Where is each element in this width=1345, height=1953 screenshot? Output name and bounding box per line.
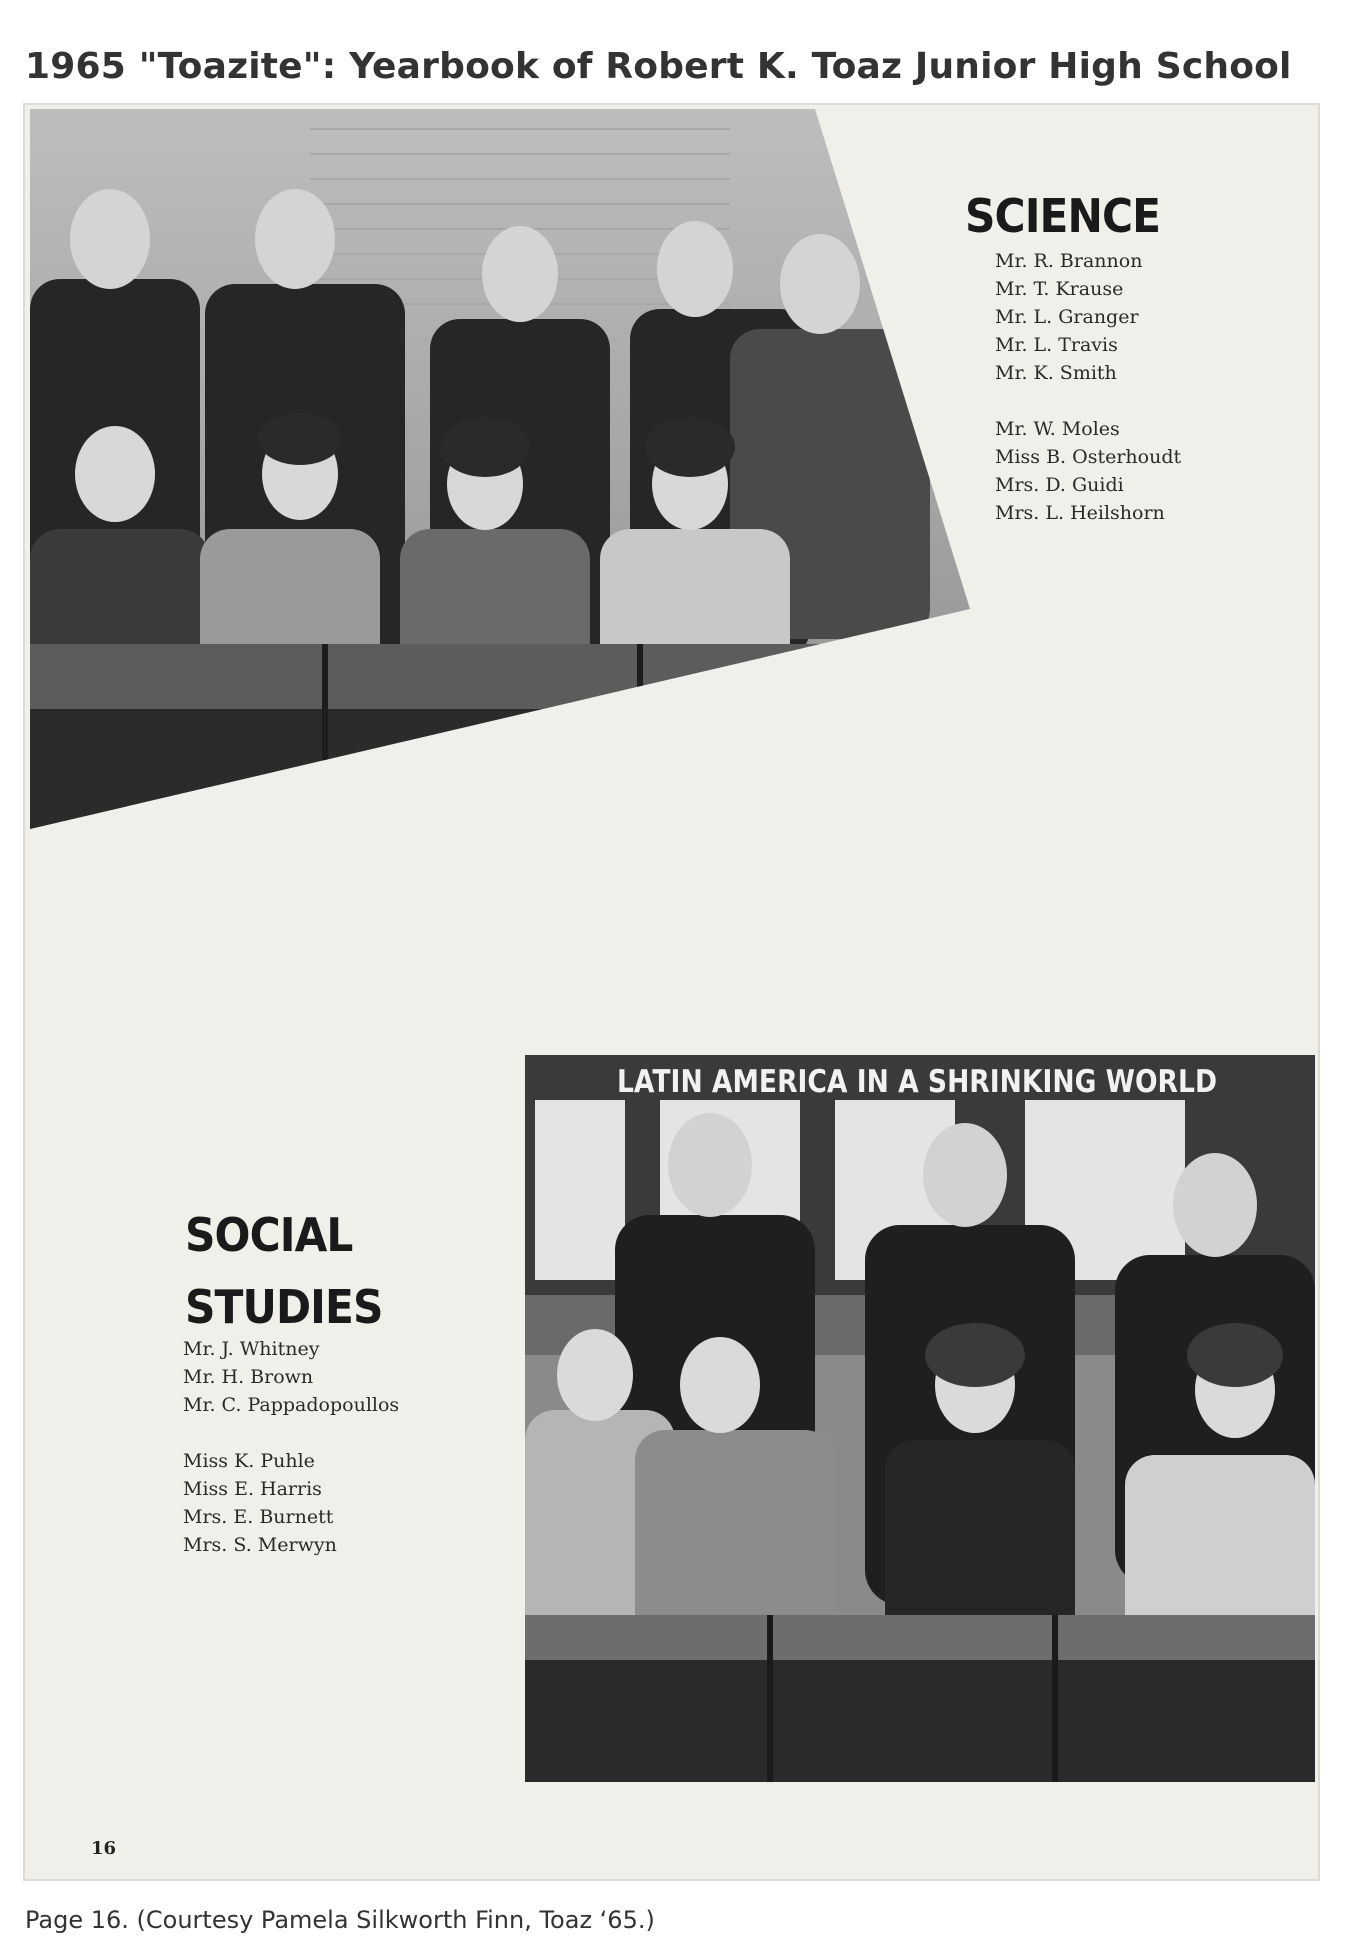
yearbook-page-scan [23, 103, 1320, 1881]
faculty-name: Mr. R. Brannon [995, 250, 1143, 272]
faculty-name: Mr. H. Brown [183, 1366, 314, 1388]
page-title: 1965 "Toazite": Yearbook of Robert K. Toaz Junior High School [25, 46, 1292, 88]
page-number: 16 [91, 1838, 117, 1859]
faculty-name: Mr. W. Moles [995, 418, 1120, 440]
science-faculty-photo [30, 109, 970, 829]
faculty-name: Mr. T. Krause [995, 278, 1124, 300]
banner-text: LATIN AMERICA IN A SHRINKING WORLD [617, 1064, 1217, 1100]
faculty-name: Miss E. Harris [183, 1478, 322, 1500]
science-faculty-list [995, 247, 1181, 527]
social-studies-faculty-list [183, 1335, 399, 1559]
social-studies-faculty-photo [525, 1055, 1315, 1782]
image-caption: Page 16. (Courtesy Pamela Silkworth Finn, Toaz ‘65.) [25, 1906, 655, 1934]
social-studies-heading [185, 1199, 383, 1343]
faculty-name: Mrs. D. Guidi [995, 474, 1124, 496]
faculty-name: Mrs. L. Heilshorn [995, 502, 1165, 524]
social-studies-heading-line2: STUDIES [185, 1280, 383, 1335]
faculty-name: Mr. C. Pappadopoullos [183, 1394, 400, 1416]
faculty-name: Mr. L. Granger [995, 306, 1139, 328]
science-heading: SCIENCE [965, 189, 1161, 244]
faculty-name: Mrs. E. Burnett [183, 1506, 334, 1528]
faculty-name: Mr. L. Travis [995, 334, 1118, 356]
social-studies-heading-line1: SOCIAL [185, 1208, 353, 1263]
faculty-name: Mrs. S. Merwyn [183, 1534, 337, 1556]
faculty-name: Mr. K. Smith [995, 362, 1117, 384]
faculty-name: Miss B. Osterhoudt [995, 446, 1182, 468]
faculty-name: Miss K. Puhle [183, 1450, 315, 1472]
faculty-name: Mr. J. Whitney [183, 1338, 320, 1360]
